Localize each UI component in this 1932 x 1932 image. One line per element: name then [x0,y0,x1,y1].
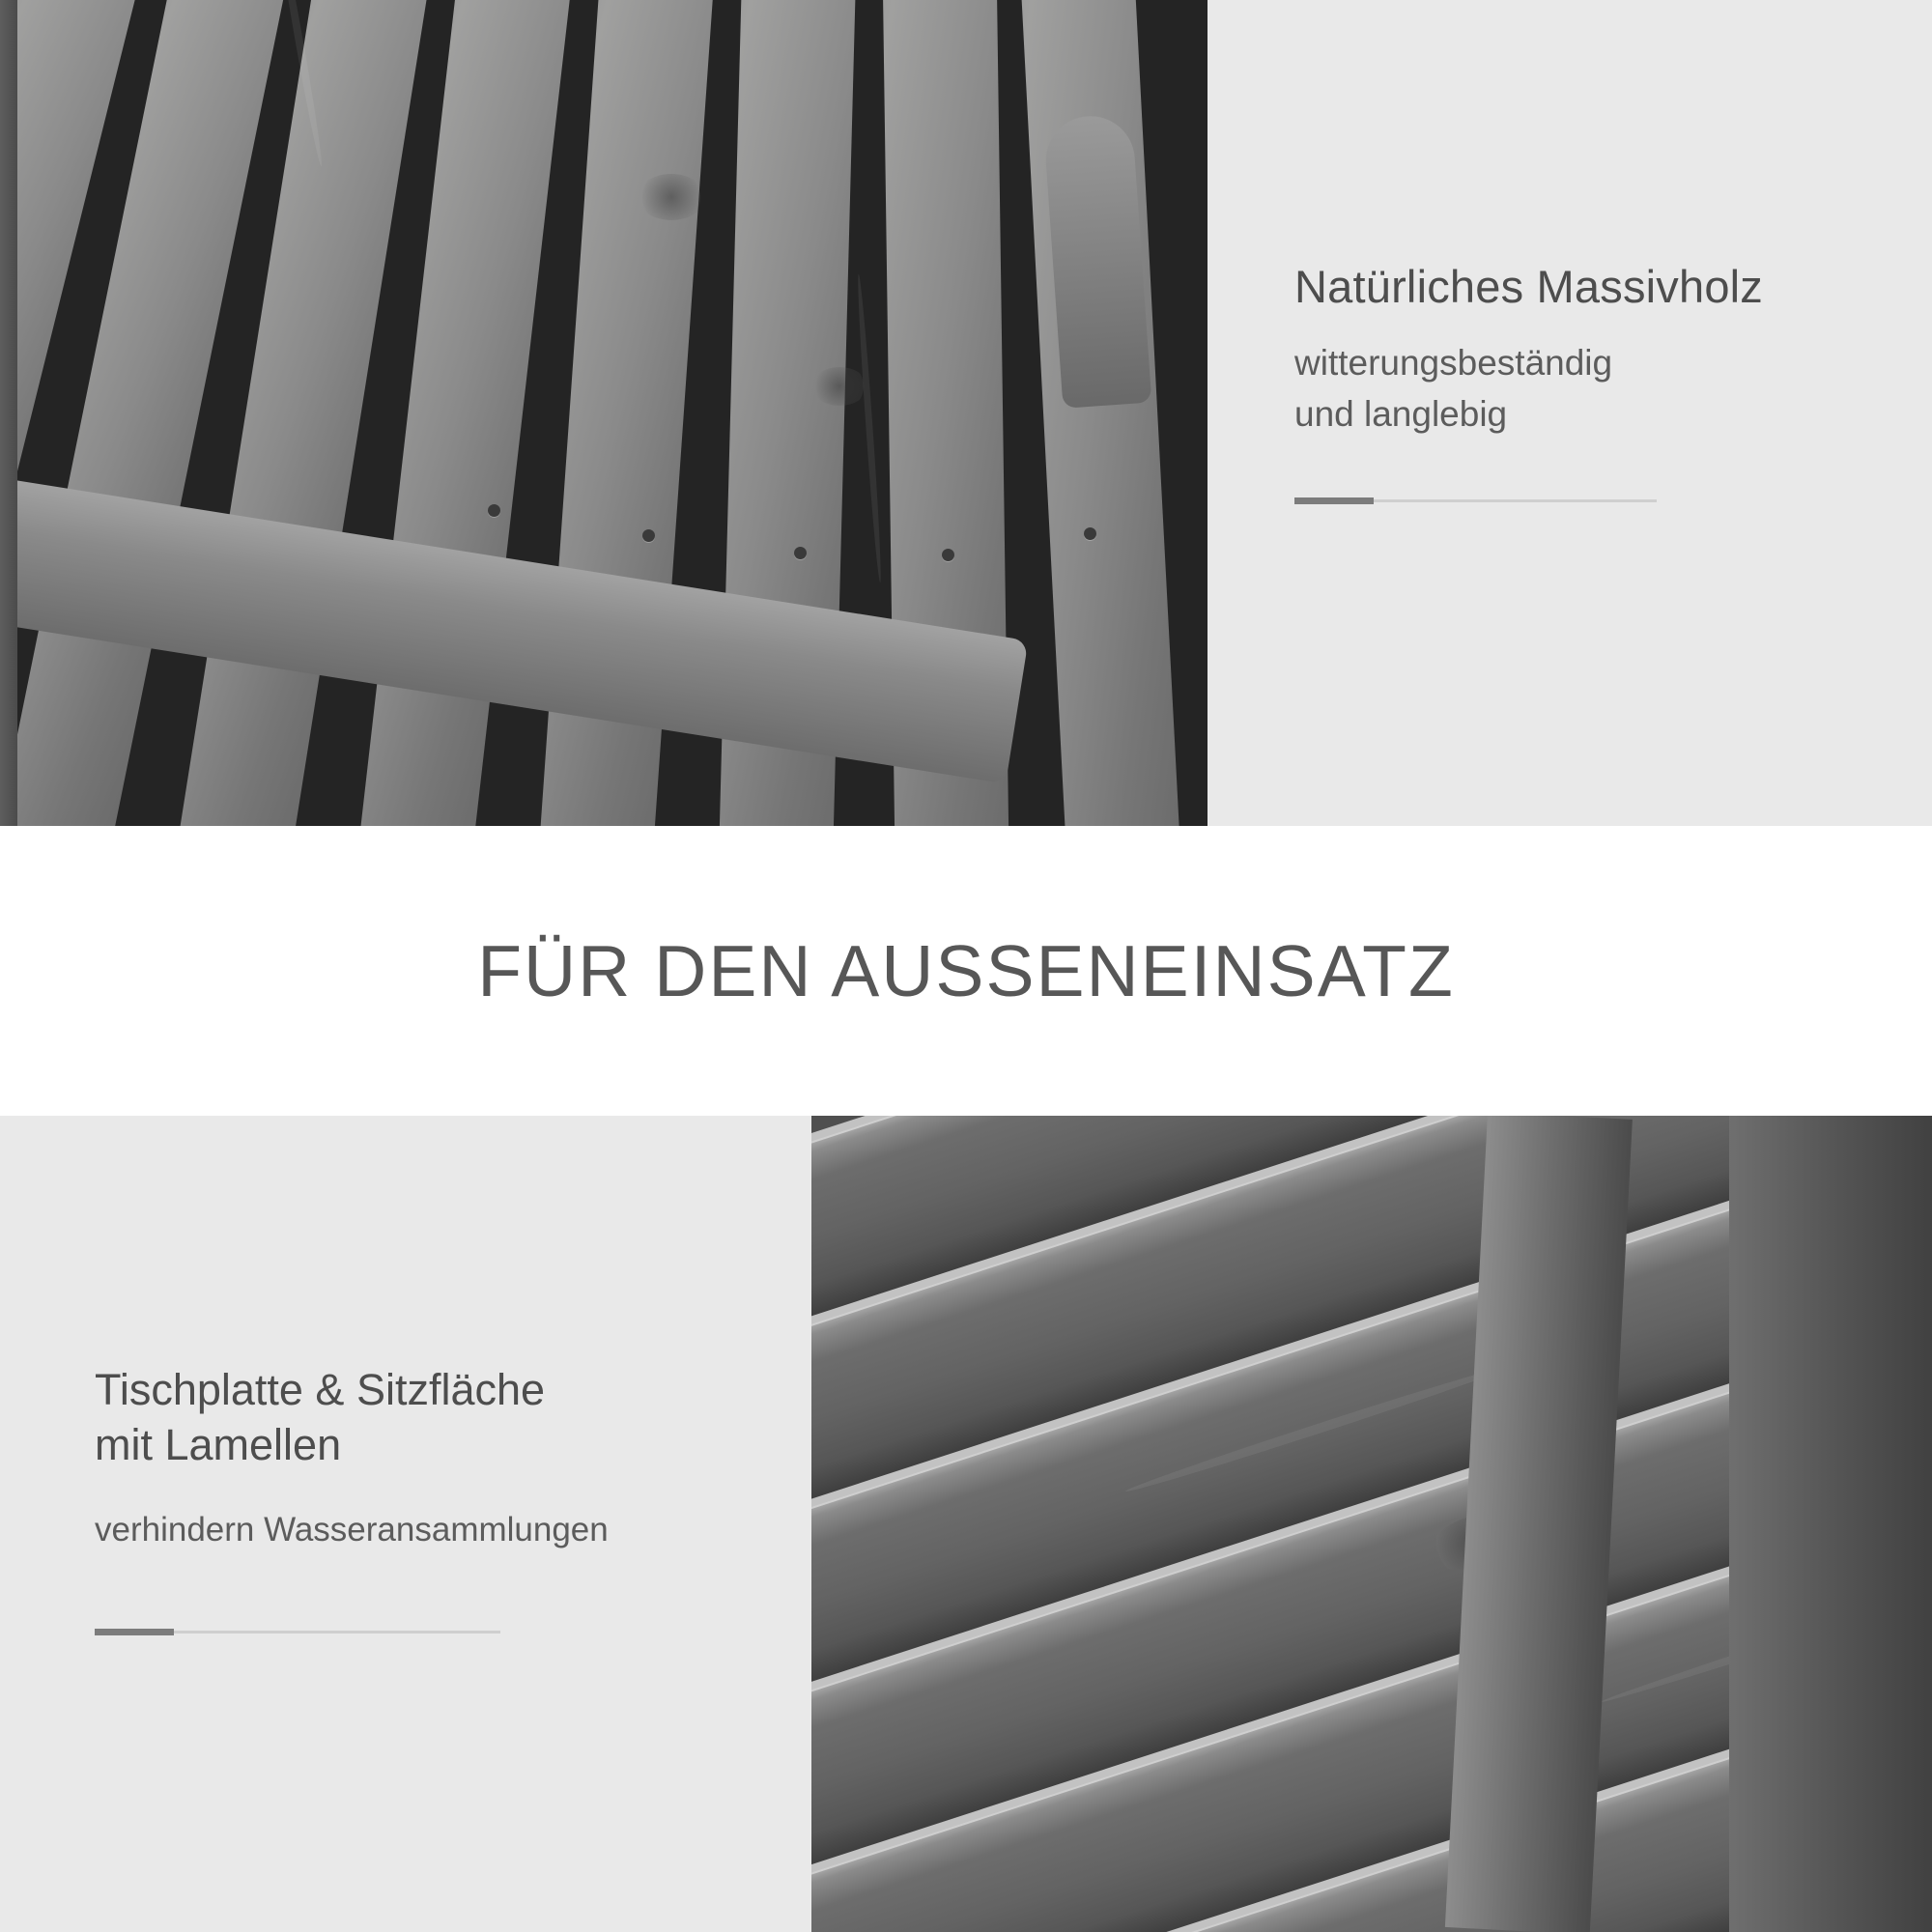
top-feature-subline-line2: und langlebig [1294,393,1508,434]
wood-knot [638,174,705,220]
bottom-feature-text-block [0,1116,811,1932]
top-feature-subline [1294,338,1874,440]
slatted-table-top-photo [811,1116,1932,1932]
screw [642,529,655,542]
bottom-feature-headline [95,1362,771,1472]
bottom-feature-divider [95,1631,500,1634]
chair-back-slats [0,0,1208,826]
bottom-feature-subline: verhindern Wasseransammlungen [95,1511,609,1549]
banner-strip [0,826,1932,1116]
top-feature-panel [0,0,1932,826]
wood-knot [811,367,867,406]
top-feature-text-block [1208,0,1932,826]
chair-left-post [0,0,17,826]
screw [794,547,807,559]
table-back-post [1729,1116,1932,1932]
screw [1084,527,1096,540]
screw [488,504,500,517]
top-feature-headline: Natürliches Massivholz [1294,261,1764,312]
screw [942,549,954,561]
banner-title: FÜR DEN AUSSENEINSATZ [477,930,1455,1011]
bottom-feature-panel [0,1116,1932,1932]
bottom-feature-headline-line1: Tischplatte & Sitzfläche [95,1365,546,1414]
bottom-feature-headline-line2: mit Lamellen [95,1420,342,1470]
wooden-slatted-chair-back-photo [0,0,1208,826]
top-feature-subline-line1: witterungsbeständig [1294,343,1613,384]
top-feature-divider [1294,499,1657,502]
